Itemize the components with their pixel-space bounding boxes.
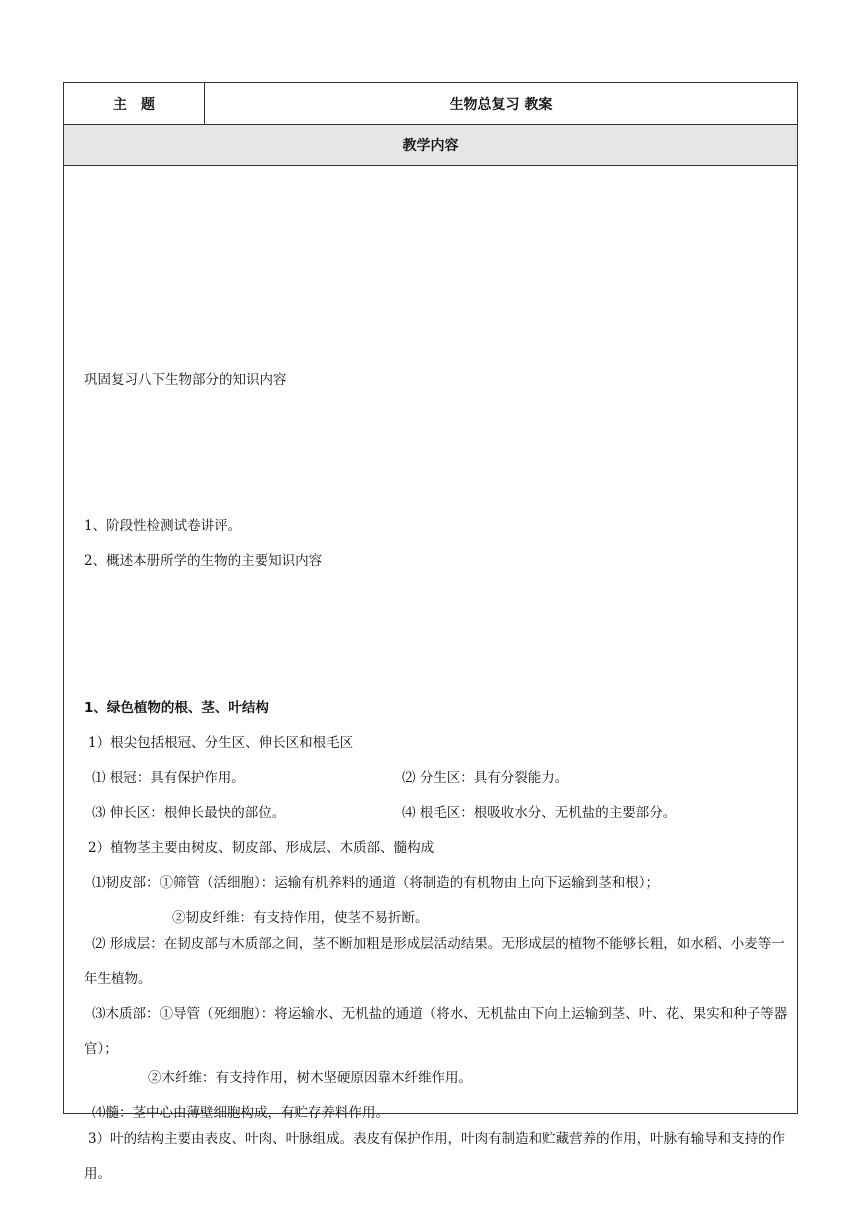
item-2: 2、概述本册所学的生物的主要知识内容 xyxy=(84,553,323,569)
content-row xyxy=(64,166,798,1114)
phloem-fiber: ②韧皮纤维：有支持作用，使茎不易折断。 xyxy=(172,910,429,926)
meristem: ⑵ 分生区：具有分裂能力。 xyxy=(402,770,569,786)
heading-plant-structure: 1、绿色植物的根、茎、叶结构 xyxy=(84,700,269,716)
xylem-fiber: ②木纤维：有支持作用，树木坚硬原因靠木纤维作用。 xyxy=(148,1070,472,1086)
item-1: 1、阶段性检测试卷讲评。 xyxy=(84,518,242,534)
header-row xyxy=(64,83,798,125)
lesson-plan-table xyxy=(63,82,798,1182)
content-cell xyxy=(64,166,798,1182)
phloem-sieve-tube: ⑴韧皮部：①筛管（活细胞）：运输有机养料的通道（将制造的有机物由上向下运输到茎和根）； xyxy=(92,875,659,891)
section-title: 教学内容 xyxy=(64,125,798,166)
content-body xyxy=(64,166,797,1182)
root-hair-zone: ⑷ 根毛区：根吸收水分、无机盐的主要部分。 xyxy=(402,805,677,821)
topic-title: 生物总复习 教案 xyxy=(205,83,798,125)
section-row xyxy=(64,125,798,166)
elongation-zone: ⑶ 伸长区：根伸长最快的部位。 xyxy=(92,805,286,821)
topic-label: 主 题 xyxy=(64,83,205,125)
root-intro: 1）根尖包括根冠、分生区、伸长区和根毛区 xyxy=(88,735,354,751)
cambium-text: ⑵ 形成层：在韧皮部与木质部之间，茎不断加粗是形成层活动结果。无形成层的植物不能够长粗，如水稻、小麦等一年生植物。 xyxy=(84,936,785,987)
stem-intro: 2）植物茎主要由树皮、韧皮部、形成层、木质部、髓构成 xyxy=(88,840,435,856)
goal-text: 巩固复习八下生物部分的知识内容 xyxy=(84,372,287,388)
leaf-structure: 3）叶的结构主要由表皮、叶肉、叶脉组成。表皮有保护作用，叶肉有制造和贮藏营养的作用，叶脉有输导和支持的作用。 xyxy=(84,1131,786,1182)
pith-text: ⑷髓：茎中心由薄壁细胞构成，有贮存养料作用。 xyxy=(92,1105,389,1121)
root-cap: ⑴ 根冠：具有保护作用。 xyxy=(92,770,245,786)
xylem-vessel: ⑶木质部：①导管（死细胞）：将运输水、无机盐的通道（将水、无机盐由下向上运输到茎、叶、花、果实和种子等器官）； xyxy=(84,1006,788,1057)
